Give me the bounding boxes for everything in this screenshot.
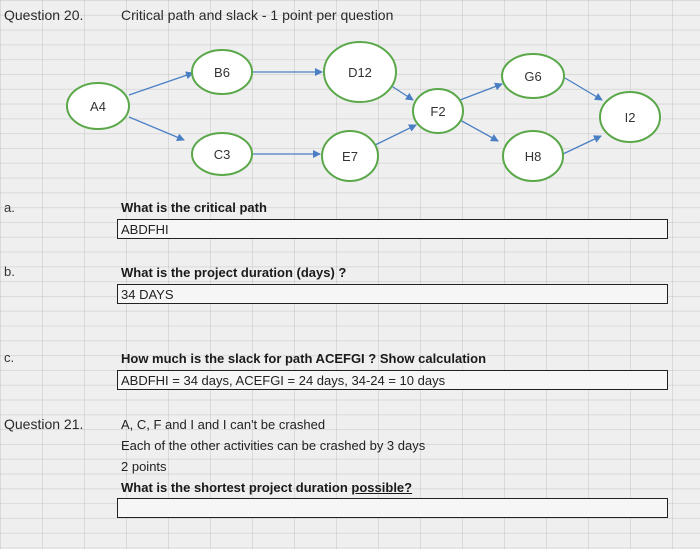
edge-f-h bbox=[460, 120, 498, 141]
question-a-prompt: What is the critical path bbox=[121, 200, 267, 215]
question-21-answer-field[interactable] bbox=[117, 498, 668, 518]
node-c-label: C3 bbox=[213, 147, 231, 162]
node-d-label: D12 bbox=[348, 65, 372, 80]
node-a-label: A4 bbox=[90, 99, 106, 114]
edge-e-f bbox=[373, 125, 416, 146]
node-g-label: G6 bbox=[524, 69, 542, 84]
edge-a-b bbox=[129, 73, 193, 95]
question-c-answer-field[interactable]: ABDFHI = 34 days, ACEFGI = 24 days, 34-24 = 10 days bbox=[117, 370, 668, 390]
question-21-prompt-emphasis: possible? bbox=[351, 480, 413, 495]
edge-a-c bbox=[129, 117, 184, 140]
question-20-label: Question 20. bbox=[4, 7, 84, 23]
question-a-letter: a. bbox=[4, 200, 15, 215]
node-f-label: F2 bbox=[430, 104, 446, 119]
network-diagram bbox=[0, 0, 700, 200]
question-b-prompt: What is the project duration (days) ? bbox=[121, 265, 347, 280]
question-b-answer-field[interactable]: 34 DAYS bbox=[117, 284, 668, 304]
question-21-prompt bbox=[121, 480, 412, 495]
edge-d-f bbox=[390, 85, 413, 100]
question-21-prompt-text: What is the shortest project duration possible? bbox=[121, 480, 413, 495]
node-b-label: B6 bbox=[214, 65, 230, 80]
node-i-label: I2 bbox=[624, 110, 636, 125]
question-c-letter: c. bbox=[4, 350, 15, 365]
edge-f-g bbox=[460, 84, 502, 100]
edge-g-i bbox=[565, 78, 602, 100]
question-21-line-2: Each of the other activities can be crashed by 3 days bbox=[121, 438, 426, 453]
edge-h-i bbox=[563, 136, 601, 154]
section-title: Critical path and slack - 1 point per question bbox=[121, 7, 394, 23]
node-h-label: H8 bbox=[524, 149, 542, 164]
question-a-answer-field[interactable]: ABDFHI bbox=[117, 219, 668, 239]
question-21-label: Question 21. bbox=[4, 416, 84, 432]
question-c-prompt: How much is the slack for path ACEFGI ? Show calculation bbox=[121, 351, 487, 366]
question-21-line-3: 2 points bbox=[121, 459, 167, 474]
question-b-letter: b. bbox=[4, 264, 15, 279]
question-21-line-1: A, C, F and I and I can't be crashed bbox=[121, 417, 326, 432]
node-e-label: E7 bbox=[342, 149, 358, 164]
